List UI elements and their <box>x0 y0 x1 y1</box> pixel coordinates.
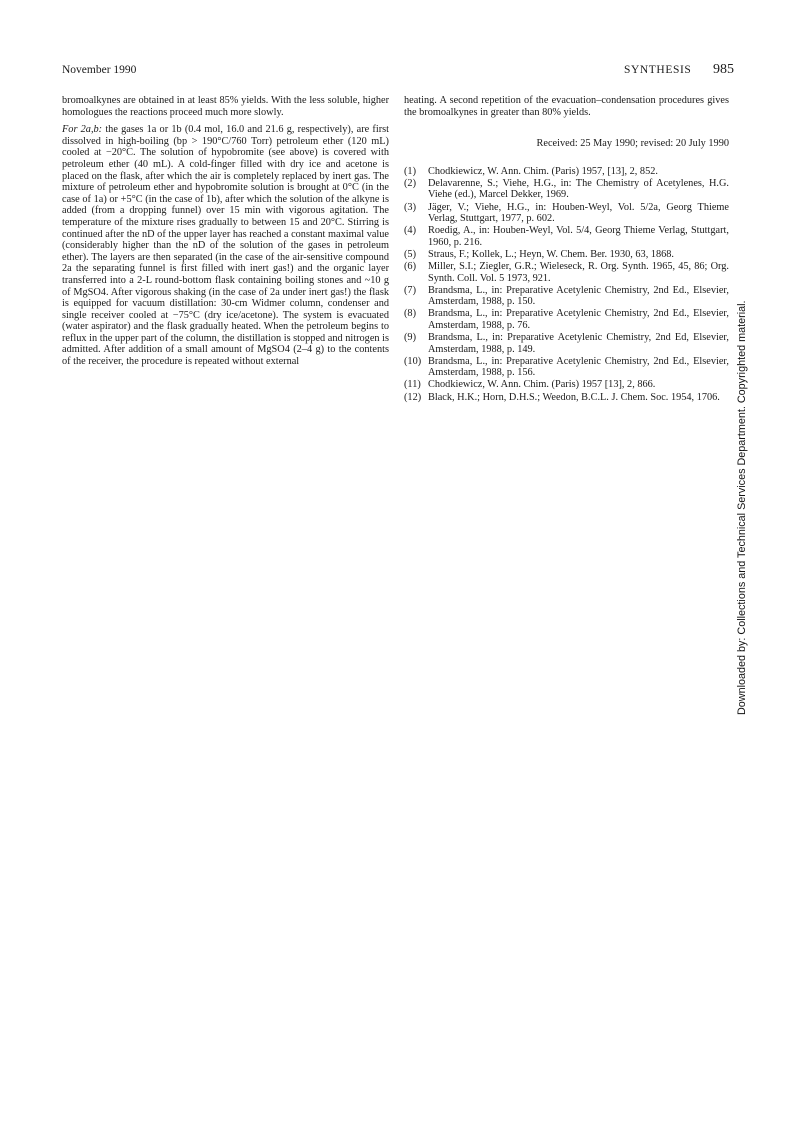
reference-text: Delavarenne, S.; Viehe, H.G., in: The Chemistry of Acetylenes, H.G. Viehe (ed.), Marcel Dekker, 1969. <box>428 177 729 201</box>
download-watermark <box>722 300 748 715</box>
right-column <box>404 95 729 404</box>
reference-text: Chodkiewicz, W. Ann. Chim. (Paris) 1957, [13], 2, 852. <box>428 165 658 177</box>
page-header <box>62 64 734 82</box>
reference-text: Black, H.K.; Horn, D.H.S.; Weedon, B.C.L. J. Chem. Soc. 1954, 1706. <box>428 391 720 403</box>
reference-number: (7) <box>404 284 417 296</box>
reference-text: Straus, F.; Kollek, L.; Heyn, W. Chem. Ber. 1930, 63, 1868. <box>428 248 675 260</box>
reference-item <box>404 332 729 355</box>
paragraph: bromoalkynes are obtained in at least 85% yields. With the less soluble, higher homologues the reactions proceed much more slowly. <box>62 95 389 118</box>
issue-date: November 1990 <box>62 64 137 76</box>
procedure-paragraph <box>62 124 389 367</box>
download-notice: Downloaded by: Collections and Technical Services Department. Copyrighted material. <box>736 300 748 715</box>
reference-item <box>404 392 729 404</box>
reference-item <box>404 178 729 201</box>
reference-number: (2) <box>404 177 417 189</box>
reference-number: (6) <box>404 261 417 273</box>
reference-text: Jäger, V.; Viehe, H.G., in: Houben-Weyl, Vol. 5/2a, Georg Thieme Verlag, Stuttgart, 1977, p. 602. <box>428 201 729 225</box>
reference-text: Brandsma, L., in: Preparative Acetylenic Chemistry, 2nd Ed., Elsevier, Amsterdam, 1988, p. 150. <box>428 284 729 308</box>
reference-item <box>404 261 729 284</box>
reference-text: Brandsma, L., in: Preparative Acetylenic Chemistry, 2nd Ed, Elsevier, Amsterdam, 1988, p. 149. <box>428 332 729 355</box>
reference-item <box>404 202 729 225</box>
reference-number: (11) <box>404 379 421 391</box>
reference-text: Roedig, A., in: Houben-Weyl, Vol. 5/4, Georg Thieme Verlag, Stuttgart, 1960, p. 216. <box>428 225 729 248</box>
reference-list <box>404 166 729 403</box>
received-dates: Received: 25 May 1990; revised: 20 July 1990 <box>536 138 729 150</box>
left-column <box>62 95 389 368</box>
reference-number: (8) <box>404 308 417 320</box>
reference-number: (10) <box>404 355 422 367</box>
reference-text: Miller, S.I.; Ziegler, G.R.; Wieleseck, R. Org. Synth. 1965, 45, 86; Org. Synth. Coll. Vol. 5 1973, 921. <box>428 261 729 284</box>
reference-item <box>404 379 729 391</box>
reference-item <box>404 356 729 379</box>
procedure-body: the gases 1a or 1b (0.4 mol, 16.0 and 21.6 g, respectively), are first dissolved in high-boiling (bp > 190°C/760 Torr) petroleum ether (120 mL) cooled at −20°C. The solution of hypobromite (see above) is covered with petroleum ether (40 mL). A cold-finger filled with dry ice and acetone is placed on the flask, after which the air is completely replaced by inert gas. The mixture of petroleum ether and hypobromite solution is brought at 0°C (in the case of 1a) or +5°C (in the case of 1b), after which the solution of the alkyne is added (from a dropping funnel) over 15 min with vigorous agitation. The temperature of the mixture rises gradually to between 15 and 20°C. Stirring is continued after the nD of the upper layer has reached a constant maximal value (considerably higher than the nD of the solution of the gases in petroleum ether). The layers are then separated (in the case of the air-sensitive compound 2a the separating funnel is first filled with inert gas!) and the organic layer transferred into a 2-L round-bottom flask containing boiling stones and ~10 g of MgSO4. After vigorous shaking (in the case of 2a under inert gas!) the flask is equipped for vacuum distillation: 30-cm Widmer column, condenser and single receiver cooled at −75°C (dry ice/acetone). The system is evacuated (water aspirator) and the flask gradually heated. When the petroleum begins to reflux in the upper part of the column, the distillation is stopped and nitrogen is admitted. After addition of a small amount of MgSO4 (2–4 g) to the contents of the receiver, the procedure is repeated without external <box>62 124 389 368</box>
paragraph: heating. A second repetition of the evacuation–condensation procedures gives the bromoalkynes in greater than 80% yields. <box>404 95 729 118</box>
procedure-lead: For 2a,b: <box>62 124 103 136</box>
reference-number: (1) <box>404 165 417 177</box>
reference-item <box>404 166 729 178</box>
reference-number: (5) <box>404 248 417 260</box>
reference-text: Brandsma, L., in: Preparative Acetylenic Chemistry, 2nd Ed., Elsevier, Amsterdam, 1988, p. 156. <box>428 355 729 379</box>
reference-text: Chodkiewicz, W. Ann. Chim. (Paris) 1957 [13], 2, 866. <box>428 379 656 391</box>
reference-item <box>404 308 729 331</box>
journal-name: SYNTHESIS <box>624 64 692 76</box>
reference-number: (3) <box>404 201 417 213</box>
reference-number: (4) <box>404 225 417 237</box>
reference-item <box>404 285 729 308</box>
reference-item <box>404 225 729 248</box>
reference-text: Brandsma, L., in: Preparative Acetylenic Chemistry, 2nd Ed., Elsevier, Amsterdam, 1988, p. 76. <box>428 308 729 331</box>
reference-number: (9) <box>404 332 417 344</box>
reference-number: (12) <box>404 391 422 403</box>
reference-item <box>404 249 729 261</box>
page-number: 985 <box>713 62 734 77</box>
